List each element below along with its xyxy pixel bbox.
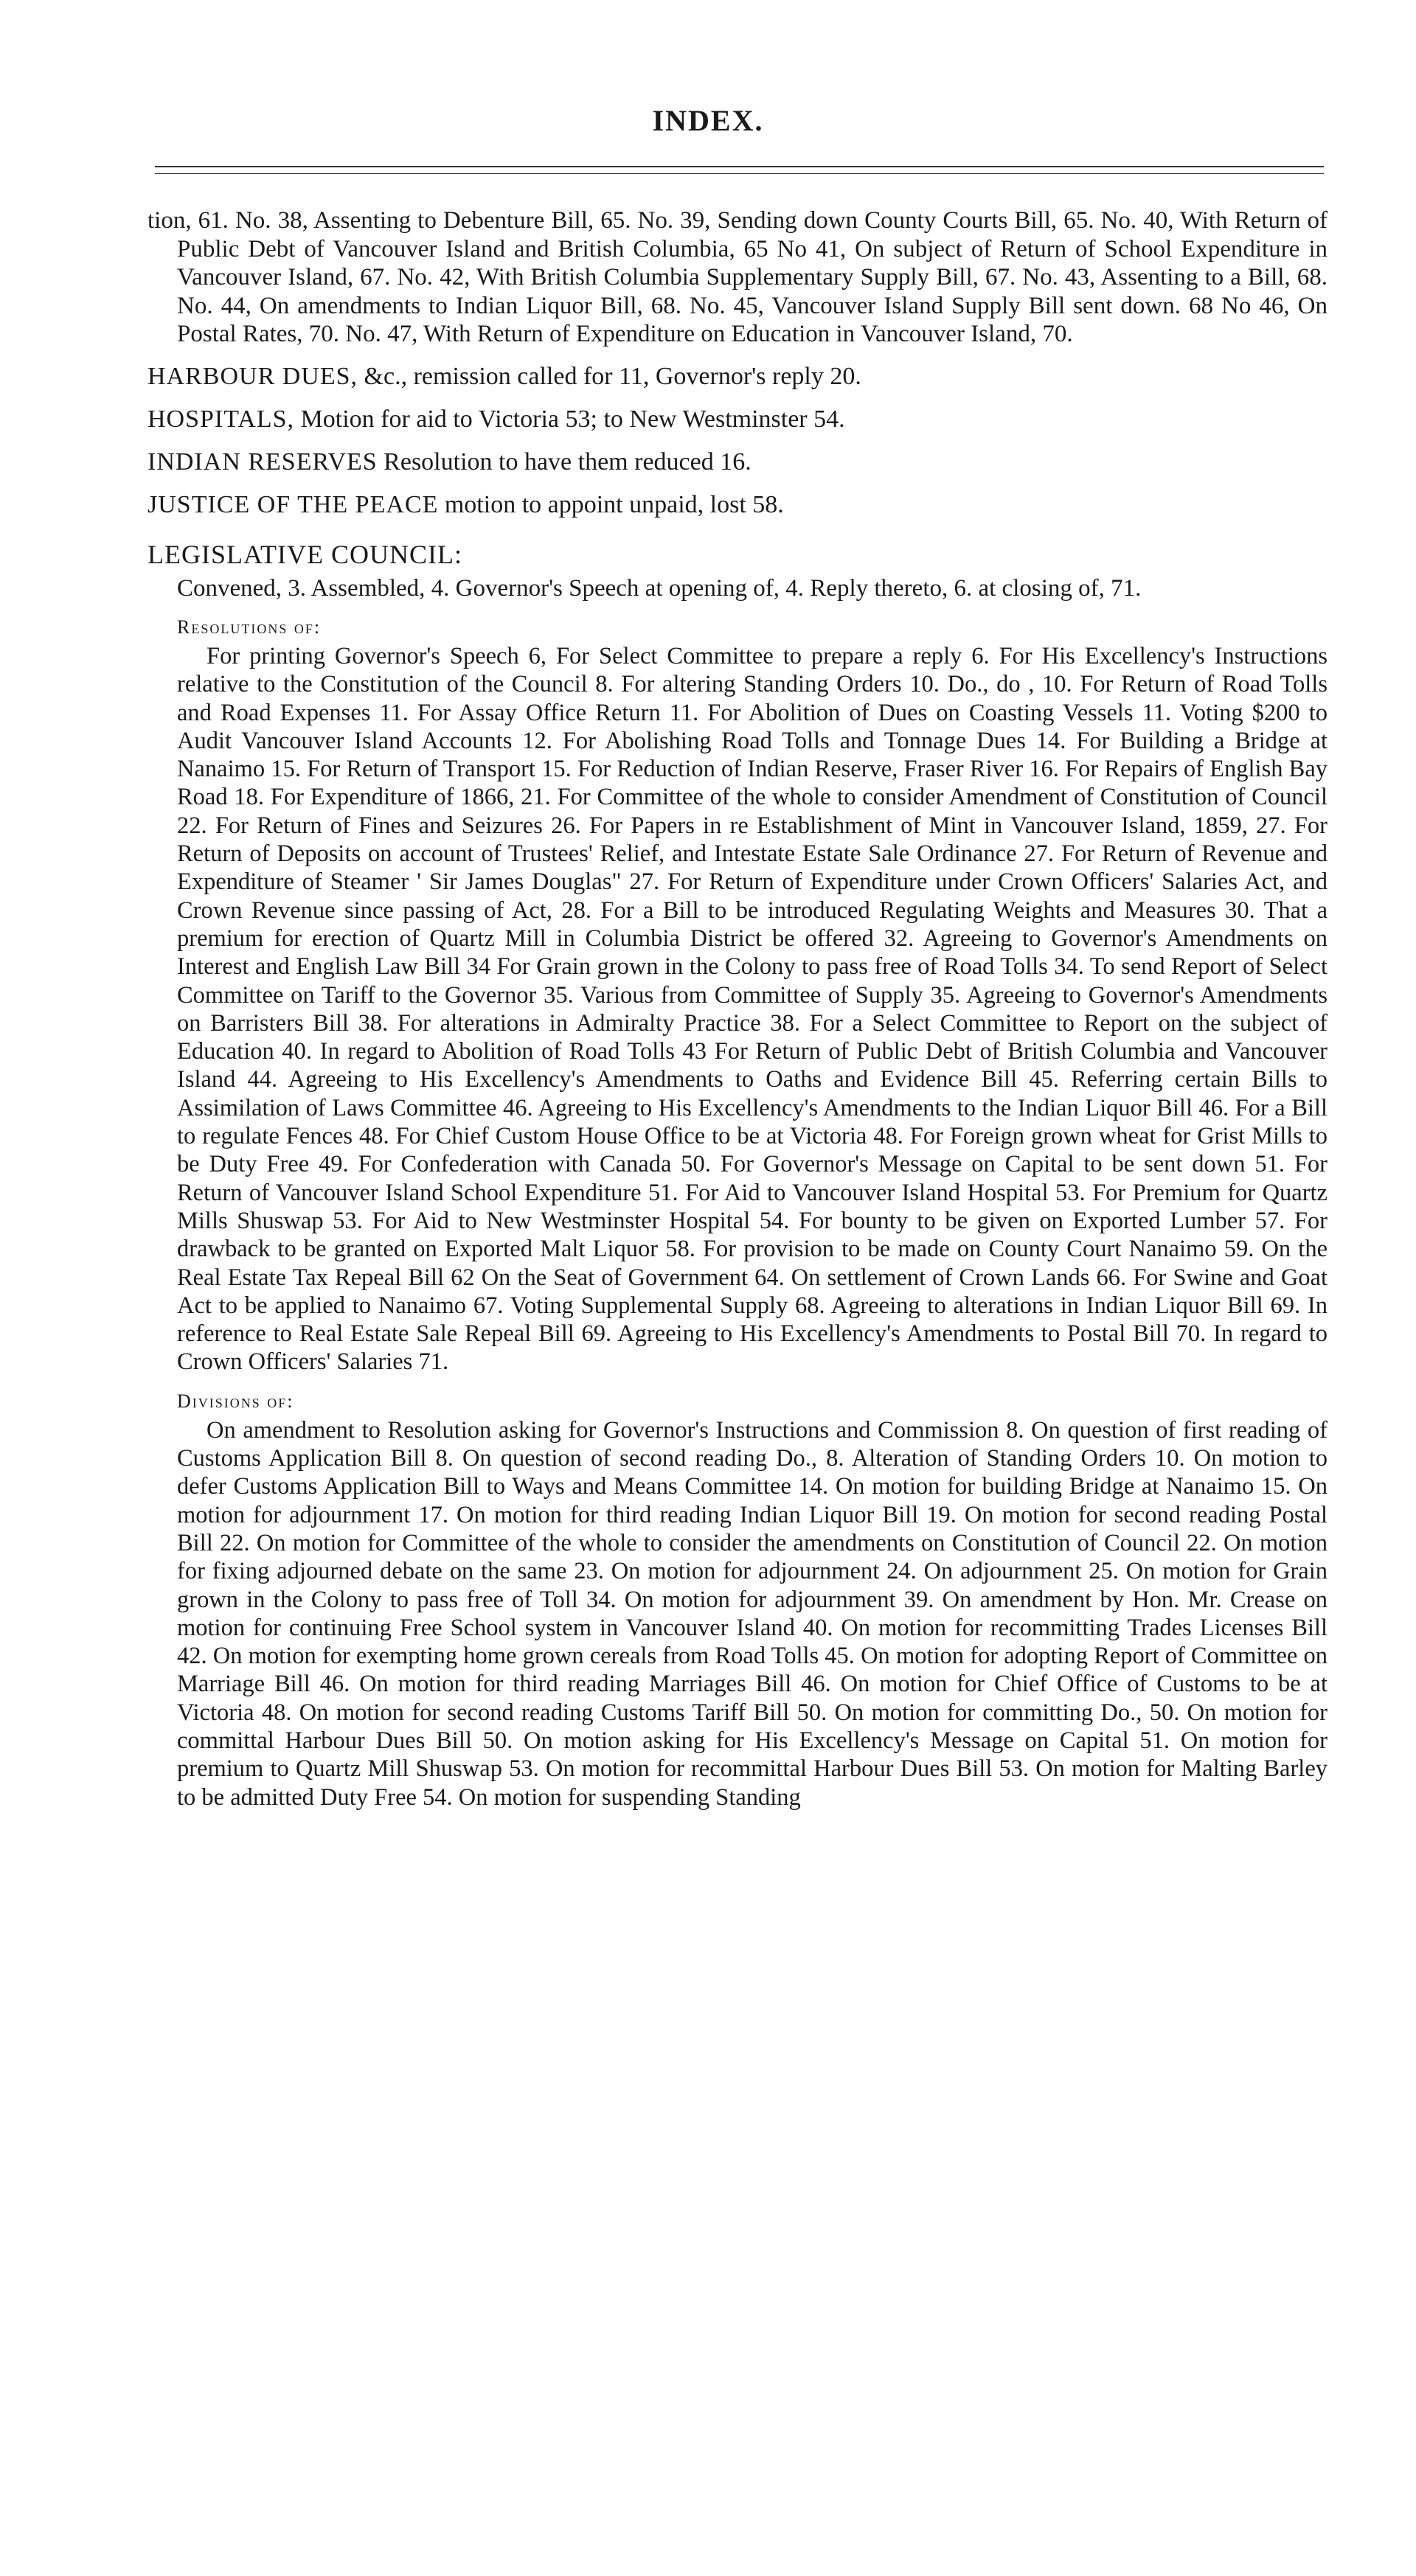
legislative-council-heading: LEGISLATIVE COUNCIL: (148, 539, 462, 569)
resolutions-text: For printing Governor's Speech 6, For Select Committee to prepare a reply 6. For His Excellency's Instructions relative to the Constitution of the Council 8. For altering Standing Orders 10. Do., do , 10. For Return of Road Tolls and Road Expenses 11. For Assay Office Return 11. For Abolition of Dues on Coasting Vessels 11. Voting $200 to Audit Vancouver Island Accounts 12. For Abolishing Road Tolls and Tonnage Dues 14. For Building a Bridge at Nanaimo 15. For Return of Transport 15. For Reduction of Indian Reserve, Fraser River 16. For Repairs of English Bay Road 18. For Expenditure of 1866, 21. For Committee of the whole to consider Amendment of Constitution of Council 22. For Return of Fines and Seizures 26. For Papers in re Establishment of Mint in Vancouver Island, 1859, 27. For Return of Deposits on account of Trustees' Relief, and Intestate Estate Sale Ordinance 27. For Return of Revenue and Expenditure of Steamer ' Sir James Douglas" 27. For Return of Expenditure under Crown Officers' Salaries Act, and Crown Revenue since passing of Act, 28. For a Bill to be introduced Regulating Weights and Measures 30. That a premium for erection of Quartz Mill in Columbia District be offered 32. Agreeing to Governor's Amendments on Interest and English Law Bill 34 For Grain grown in the Colony to pass free of Road Tolls 34. To send Report of Select Committee on Tariff to the Governor 35. Various from Committee of Supply 35. Agreeing to Governor's Amendments on Barristers Bill 38. For alterations in Admiralty Practice 38. For a Select Committee to Report on the subject of Education 40. In regard to Abolition of Road Tolls 43 For Return of Public Debt of British Columbia and Vancouver Island 44. Agreeing to His Excellency's Amendments to Oaths and Evidence Bill 45. Referring certain Bills to Assimilation of Laws Committee 46. Agreeing to His Excellency's Amendments to the Indian Liquor Bill 46. For a Bill to regulate Fences 48. For Chief Custom House Office to be at Victoria 48. For Foreign grown wheat for Grist Mills to be Duty Free 49. For Confederation with Canada 50. For Governor's Message on Capital to be sent down 51. For Return of Vancouver Island School Expenditure 51. For Aid to Vancouver Island Hospital 53. For Premium for Quartz Mills Shuswap 53. For Aid to New Westminster Hospital 54. For bounty to be given on Exported Lumber 57. For drawback to be granted on Exported Malt Liquor 58. For provision to be made on County Court Nanaimo 59. On the Real Estate Tax Repeal Bill 62 On the Seat of Government 64. On settlement of Crown Lands 66. For Swine and Goat Act to be applied to Nanaimo 67. Voting Supplemental Supply 68. Agreeing to alterations in Indian Liquor Bill 69. In reference to Real Estate Sale Repeal Bill 69. Agreeing to His Excellency's Amendments to Postal Bill 70. In regard to Crown Officers' Salaries 71. (177, 643, 1328, 1376)
entry-hospitals (148, 405, 1328, 434)
divisions-text: On amendment to Resolution asking for Governor's Instructions and Commission 8. On question of first reading of Customs Application Bill 8. On question of second reading Do., 8. Alteration of Standing Orders 10. On motion to defer Customs Application Bill to Ways and Means Committee 14. On motion for building Bridge at Nanaimo 15. On motion for adjournment 17. On motion for third reading Indian Liquor Bill 19. On motion for second reading Postal Bill 22. On motion for Committee of the whole to consider the amendments on Constitution of Council 22. On motion for fixing adjourned debate on the same 23. On motion for adjournment 24. On adjournment 25. On motion for Grain grown in the Colony to pass free of Toll 34. On motion for adjournment 39. On amendment by Hon. Mr. Crease on motion for continuing Free School system in Vancouver Island 40. On motion for recommitting Trades Licenses Bill 42. On motion for exempting home grown cereals from Road Tolls 45. On motion for adopting Report of Committee on Marriage Bill 46. On motion for third reading Marriages Bill 46. On motion for Chief Office of Customs to be at Victoria 48. On motion for second reading Customs Tariff Bill 50. On motion for committing Do., 50. On motion for committal Harbour Dues Bill 50. On motion asking for His Excellency's Message on Capital 51. On motion for premium to Quartz Mill Shuswap 53. On motion for recommittal Harbour Dues Bill 53. On motion for Malting Barley to be admitted Duty Free 54. On motion for suspending Standing (177, 1416, 1328, 1811)
entry-heading: INDIAN RESERVES (148, 448, 378, 476)
entry-justice-of-the-peace (148, 490, 1328, 520)
entry-indian-reserves (148, 448, 1328, 477)
entry-text: &c., remission called for 11, Governor's reply 20. (358, 362, 861, 390)
entry-harbour-dues (148, 362, 1328, 391)
entry-text: Motion for aid to Victoria 53; to New Westminster 54. (294, 405, 845, 433)
resolutions-heading: Resolutions of: (177, 616, 322, 638)
continuation-entry: tion, 61. No. 38, Assenting to Debenture Bill, 65. No. 39, Sending down County Courts Bill, 65. No. 40, With Return of Public Debt of Vancouver Island and British Columbia, 65 No 41, On subject of Return of School Expenditure in Vancouver Island, 67. No. 42, With British Columbia Supplementary Supply Bill, 67. No. 43, Assenting to a Bill, 68. No. 44, On amendments to Indian Liquor Bill, 68. No. 45, Vancouver Island Supply Bill sent down. 68 No 46, On Postal Rates, 70. No. 47, With Return of Expenditure on Education in Vancouver Island, 70. (148, 207, 1328, 347)
entry-heading: HOSPITALS, (148, 405, 295, 433)
entry-text: Resolution to have them reduced 16. (377, 448, 752, 476)
page-title: INDEX. (652, 104, 764, 137)
entry-heading: JUSTICE OF THE PEACE (148, 490, 439, 518)
header-rule-top (155, 166, 1324, 167)
entry-heading: HARBOUR DUES, (148, 362, 358, 390)
entry-text: motion to appoint unpaid, lost 58. (438, 490, 784, 518)
header-rule-bottom (155, 173, 1324, 174)
index-content (148, 206, 1328, 1811)
divisions-heading: Divisions of: (177, 1390, 294, 1412)
legislative-council-intro: Convened, 3. Assembled, 4. Governor's Speech at opening of, 4. Reply thereto, 6. at closing of, 71. (177, 574, 1142, 602)
